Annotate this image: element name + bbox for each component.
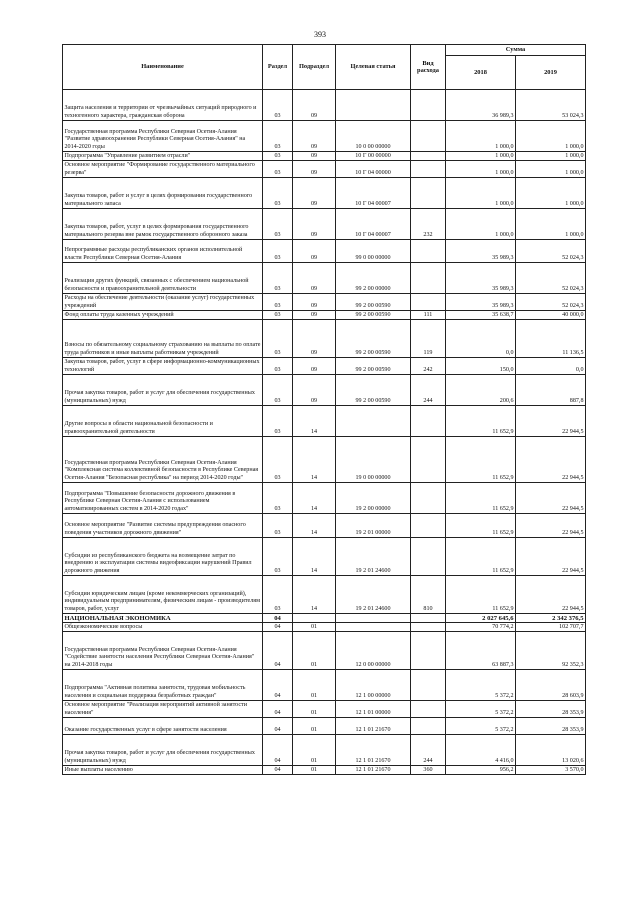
row-name-cell: Взносы по обязательному социальному страхованию на выплаты по оплате труда работников и иные выплаты работникам учреждений xyxy=(63,320,263,358)
row-2019-cell: 22 944,5 xyxy=(516,437,586,483)
row-expense-cell: 232 xyxy=(411,209,446,240)
row-name-cell: Расходы на обеспечение деятельности (оказание услуг) государственных учреждений xyxy=(63,294,263,311)
row-2018-cell: 11 652,9 xyxy=(446,437,516,483)
row-expense-cell xyxy=(411,701,446,718)
row-2018-cell: 5 372,2 xyxy=(446,718,516,735)
row-subsection-cell: 14 xyxy=(293,437,336,483)
row-target-cell: 99 2 00 00590 xyxy=(336,375,411,406)
row-target-cell: 19 2 01 00000 xyxy=(336,514,411,538)
page-number: 393 xyxy=(314,30,326,39)
row-name-cell: Общеэкономические вопросы xyxy=(63,623,263,632)
table-row xyxy=(63,240,586,263)
row-section-cell: 03 xyxy=(263,437,293,483)
row-2018-cell: 63 887,3 xyxy=(446,632,516,670)
row-expense-cell: 360 xyxy=(411,766,446,775)
row-name-cell: НАЦИОНАЛЬНАЯ ЭКОНОМИКА xyxy=(63,614,263,623)
row-target-cell: 99 2 00 00590 xyxy=(336,320,411,358)
row-subsection-cell: 01 xyxy=(293,670,336,701)
row-2019-cell: 1 000,0 xyxy=(516,161,586,178)
row-name-cell: Фонд оплаты труда казенных учреждений xyxy=(63,311,263,320)
row-section-cell: 03 xyxy=(263,320,293,358)
row-target-cell xyxy=(336,614,411,623)
table-row xyxy=(63,614,586,623)
row-section-cell: 03 xyxy=(263,161,293,178)
row-expense-cell xyxy=(411,121,446,152)
row-name-cell: Закупка товаров, работ, услуг в целях формирования государственного материального резерва вне рамок государственного оборонного заказа xyxy=(63,209,263,240)
row-2019-cell: 887,8 xyxy=(516,375,586,406)
row-2018-cell: 35 989,3 xyxy=(446,294,516,311)
row-2019-cell: 22 944,5 xyxy=(516,514,586,538)
row-2018-cell: 11 652,9 xyxy=(446,576,516,614)
row-2019-cell: 22 944,5 xyxy=(516,483,586,514)
row-name-cell: Основное мероприятие "Реализация мероприятий активной занятости населения" xyxy=(63,701,263,718)
row-2019-cell: 28 353,9 xyxy=(516,718,586,735)
row-target-cell: 99 2 00 00590 xyxy=(336,358,411,375)
row-section-cell: 03 xyxy=(263,240,293,263)
table-row xyxy=(63,311,586,320)
row-section-cell: 03 xyxy=(263,178,293,209)
table-row xyxy=(63,538,586,576)
row-subsection-cell: 09 xyxy=(293,240,336,263)
header-target: Целевая статья xyxy=(336,45,411,90)
row-section-cell: 03 xyxy=(263,514,293,538)
row-subsection-cell: 14 xyxy=(293,483,336,514)
row-section-cell: 03 xyxy=(263,90,293,121)
row-2019-cell: 1 000,0 xyxy=(516,178,586,209)
row-2018-cell: 36 989,3 xyxy=(446,90,516,121)
row-subsection-cell: 09 xyxy=(293,294,336,311)
row-expense-cell xyxy=(411,406,446,437)
table-row xyxy=(63,514,586,538)
row-name-cell: Иные выплаты населению xyxy=(63,766,263,775)
row-2018-cell: 2 027 645,6 xyxy=(446,614,516,623)
row-name-cell: Оказание государственных услуг в сфере занятости населения xyxy=(63,718,263,735)
table-row xyxy=(63,178,586,209)
row-section-cell: 04 xyxy=(263,632,293,670)
row-section-cell: 03 xyxy=(263,406,293,437)
row-expense-cell xyxy=(411,538,446,576)
row-expense-cell xyxy=(411,614,446,623)
row-section-cell: 04 xyxy=(263,735,293,766)
row-expense-cell: 119 xyxy=(411,320,446,358)
row-target-cell: 12 1 01 21670 xyxy=(336,766,411,775)
row-section-cell: 03 xyxy=(263,152,293,161)
row-expense-cell xyxy=(411,718,446,735)
row-2018-cell: 4 416,0 xyxy=(446,735,516,766)
row-expense-cell: 242 xyxy=(411,358,446,375)
row-subsection-cell: 14 xyxy=(293,406,336,437)
row-2019-cell: 102 707,7 xyxy=(516,623,586,632)
table-row xyxy=(63,375,586,406)
row-target-cell: 10 Г 00 00000 xyxy=(336,152,411,161)
row-2019-cell: 1 000,0 xyxy=(516,209,586,240)
row-2019-cell: 22 944,5 xyxy=(516,576,586,614)
row-2019-cell: 53 024,3 xyxy=(516,90,586,121)
row-subsection-cell: 09 xyxy=(293,358,336,375)
row-name-cell: Основное мероприятие "Формирование государственного материального резерва" xyxy=(63,161,263,178)
row-2018-cell: 5 372,2 xyxy=(446,670,516,701)
header-sum: Сумма xyxy=(446,45,586,56)
table-row xyxy=(63,406,586,437)
row-2019-cell: 1 000,0 xyxy=(516,121,586,152)
row-subsection-cell: 14 xyxy=(293,514,336,538)
row-target-cell xyxy=(336,90,411,121)
row-target-cell: 10 Г 04 00007 xyxy=(336,178,411,209)
row-expense-cell xyxy=(411,632,446,670)
header-2019: 2019 xyxy=(516,56,586,90)
row-subsection-cell: 01 xyxy=(293,623,336,632)
table-row xyxy=(63,632,586,670)
header-expense: Вид расхода xyxy=(411,45,446,90)
row-expense-cell xyxy=(411,161,446,178)
row-expense-cell: 244 xyxy=(411,735,446,766)
row-name-cell: Закупка товаров, работ, услуг в сфере информационно-коммуникационных технологий xyxy=(63,358,263,375)
row-target-cell xyxy=(336,406,411,437)
row-2018-cell: 1 000,0 xyxy=(446,209,516,240)
row-section-cell: 03 xyxy=(263,121,293,152)
row-section-cell: 03 xyxy=(263,576,293,614)
row-target-cell: 99 2 00 00590 xyxy=(336,311,411,320)
header-subsection: Подраздел xyxy=(293,45,336,90)
row-expense-cell xyxy=(411,623,446,632)
row-2018-cell: 956,2 xyxy=(446,766,516,775)
table-row xyxy=(63,701,586,718)
row-target-cell: 10 Г 04 00007 xyxy=(336,209,411,240)
row-expense-cell xyxy=(411,240,446,263)
row-expense-cell: 244 xyxy=(411,375,446,406)
row-name-cell: Государственная программа Республики Северная Осетия-Алания "Содействие занятости населения Республики Северная Осетия-Алания" на 2014-2018 годы xyxy=(63,632,263,670)
row-name-cell: Прочая закупка товаров, работ и услуг для обеспечения государственных (муниципальных) нужд xyxy=(63,375,263,406)
row-2018-cell: 11 652,9 xyxy=(446,538,516,576)
row-expense-cell xyxy=(411,152,446,161)
row-section-cell: 03 xyxy=(263,294,293,311)
row-2019-cell: 92 352,3 xyxy=(516,632,586,670)
row-2019-cell: 1 000,0 xyxy=(516,152,586,161)
row-expense-cell: 810 xyxy=(411,576,446,614)
row-name-cell: Подпрограмма "Активная политика занятости, трудовая мобильность населения и социальная поддержка безработных граждан" xyxy=(63,670,263,701)
row-expense-cell xyxy=(411,483,446,514)
table-row xyxy=(63,209,586,240)
row-target-cell: 12 1 01 00000 xyxy=(336,701,411,718)
row-2018-cell: 5 372,2 xyxy=(446,701,516,718)
row-expense-cell xyxy=(411,437,446,483)
table-row xyxy=(63,358,586,375)
row-subsection-cell: 09 xyxy=(293,320,336,358)
row-section-cell: 03 xyxy=(263,263,293,294)
row-target-cell: 99 2 00 00000 xyxy=(336,263,411,294)
table-row xyxy=(63,766,586,775)
row-2019-cell: 22 944,5 xyxy=(516,538,586,576)
table-row xyxy=(63,718,586,735)
row-2018-cell: 11 652,9 xyxy=(446,483,516,514)
table-row xyxy=(63,90,586,121)
row-subsection-cell: 01 xyxy=(293,701,336,718)
row-2018-cell: 11 652,9 xyxy=(446,406,516,437)
row-name-cell: Подпрограмма "Повышение безопасности дорожного движения в Республике Северная Осетия-Алания с использованием автоматизированных систем в 2014-2020 годах" xyxy=(63,483,263,514)
row-name-cell: Государственная программа Республики Северная Осетия-Алания "Развитие здравоохранения Республики Северная Осетия-Алания" на 2014-2020 годы xyxy=(63,121,263,152)
row-2018-cell: 70 774,2 xyxy=(446,623,516,632)
row-name-cell: Непрограммные расходы республиканских органов исполнительной власти Республики Северная Осетия-Алания xyxy=(63,240,263,263)
row-target-cell: 19 0 00 00000 xyxy=(336,437,411,483)
table-row xyxy=(63,320,586,358)
row-section-cell: 03 xyxy=(263,483,293,514)
table-body xyxy=(63,90,586,775)
row-section-cell: 04 xyxy=(263,623,293,632)
row-target-cell: 19 2 01 24600 xyxy=(336,576,411,614)
row-target-cell: 99 2 00 00590 xyxy=(336,294,411,311)
row-target-cell: 19 2 01 24600 xyxy=(336,538,411,576)
row-2019-cell: 22 944,5 xyxy=(516,406,586,437)
row-2019-cell: 3 570,0 xyxy=(516,766,586,775)
row-target-cell: 10 Г 04 00000 xyxy=(336,161,411,178)
row-expense-cell xyxy=(411,294,446,311)
row-section-cell: 04 xyxy=(263,614,293,623)
row-target-cell: 12 1 01 21670 xyxy=(336,735,411,766)
row-subsection-cell: 09 xyxy=(293,152,336,161)
header-section: Раздел xyxy=(263,45,293,90)
row-expense-cell xyxy=(411,514,446,538)
row-name-cell: Прочая закупка товаров, работ и услуг для обеспечения государственных (муниципальных) нужд xyxy=(63,735,263,766)
row-subsection-cell: 01 xyxy=(293,766,336,775)
row-subsection-cell: 09 xyxy=(293,90,336,121)
row-2019-cell: 2 342 376,5 xyxy=(516,614,586,623)
row-2018-cell: 200,6 xyxy=(446,375,516,406)
row-target-cell: 10 0 00 00000 xyxy=(336,121,411,152)
header-2018: 2018 xyxy=(446,56,516,90)
row-target-cell: 12 0 00 00000 xyxy=(336,632,411,670)
table-row xyxy=(63,437,586,483)
row-name-cell: Субсидии юридическим лицам (кроме некоммерческих организаций), индивидуальным предпринимателям, физическим лицам - производителям товаров, работ, услуг xyxy=(63,576,263,614)
row-section-cell: 03 xyxy=(263,311,293,320)
row-subsection-cell: 09 xyxy=(293,178,336,209)
row-2018-cell: 35 989,3 xyxy=(446,240,516,263)
row-2018-cell: 0,0 xyxy=(446,320,516,358)
row-expense-cell xyxy=(411,263,446,294)
row-subsection-cell: 09 xyxy=(293,311,336,320)
row-2018-cell: 1 000,0 xyxy=(446,178,516,209)
row-2019-cell: 28 603,9 xyxy=(516,670,586,701)
row-name-cell: Другие вопросы в области национальной безопасности и правоохранительной деятельности xyxy=(63,406,263,437)
row-name-cell: Защита населения и территории от чрезвычайных ситуаций природного и техногенного характера, гражданская оборона xyxy=(63,90,263,121)
row-expense-cell xyxy=(411,670,446,701)
row-subsection-cell: 14 xyxy=(293,576,336,614)
table-row xyxy=(63,161,586,178)
row-name-cell: Подпрограмма "Управление развитием отрасли" xyxy=(63,152,263,161)
row-2018-cell: 1 000,0 xyxy=(446,152,516,161)
row-2019-cell: 0,0 xyxy=(516,358,586,375)
row-2018-cell: 35 638,7 xyxy=(446,311,516,320)
row-section-cell: 03 xyxy=(263,538,293,576)
row-name-cell: Субсидии из республиканского бюджета на возмещение затрат по внедрению и эксплуатации системы видеофиксации нарушений Правил дорожного движения xyxy=(63,538,263,576)
table-row xyxy=(63,670,586,701)
row-2019-cell: 28 353,9 xyxy=(516,701,586,718)
row-subsection-cell: 01 xyxy=(293,735,336,766)
row-subsection-cell: 09 xyxy=(293,161,336,178)
row-subsection-cell: 09 xyxy=(293,121,336,152)
row-name-cell: Закупка товаров, работ и услуг в целях формирования государственного материального запаса xyxy=(63,178,263,209)
row-target-cell: 99 0 00 00000 xyxy=(336,240,411,263)
table-row xyxy=(63,294,586,311)
row-2019-cell: 52 024,3 xyxy=(516,263,586,294)
row-name-cell: Основное мероприятие "Развитие системы предупреждения опасного поведения участников дорожного движения" xyxy=(63,514,263,538)
row-subsection-cell: 01 xyxy=(293,718,336,735)
row-2018-cell: 150,0 xyxy=(446,358,516,375)
row-2019-cell: 52 024,3 xyxy=(516,294,586,311)
row-subsection-cell xyxy=(293,614,336,623)
table-row xyxy=(63,483,586,514)
row-target-cell xyxy=(336,623,411,632)
row-2019-cell: 11 136,5 xyxy=(516,320,586,358)
row-2018-cell: 1 000,0 xyxy=(446,161,516,178)
table-row xyxy=(63,152,586,161)
budget-table xyxy=(62,44,586,775)
row-name-cell: Государственная программа Республики Северная Осетия-Алания "Комплексная система коллективной безопасности в Республике Северная Осетия-Алания "Безопасная республика" на период 2014-2020 годы" xyxy=(63,437,263,483)
row-subsection-cell: 09 xyxy=(293,209,336,240)
row-expense-cell xyxy=(411,178,446,209)
row-subsection-cell: 14 xyxy=(293,538,336,576)
row-2019-cell: 52 024,3 xyxy=(516,240,586,263)
row-section-cell: 03 xyxy=(263,209,293,240)
row-subsection-cell: 09 xyxy=(293,375,336,406)
row-2019-cell: 13 020,6 xyxy=(516,735,586,766)
table-row xyxy=(63,735,586,766)
row-section-cell: 04 xyxy=(263,670,293,701)
row-target-cell: 12 1 01 21670 xyxy=(336,718,411,735)
row-section-cell: 04 xyxy=(263,718,293,735)
row-target-cell: 12 1 00 00000 xyxy=(336,670,411,701)
row-expense-cell xyxy=(411,90,446,121)
row-section-cell: 04 xyxy=(263,766,293,775)
row-subsection-cell: 09 xyxy=(293,263,336,294)
row-section-cell: 03 xyxy=(263,375,293,406)
row-section-cell: 03 xyxy=(263,358,293,375)
row-subsection-cell: 01 xyxy=(293,632,336,670)
header-name: Наименование xyxy=(63,45,263,90)
row-expense-cell: 111 xyxy=(411,311,446,320)
table-row xyxy=(63,623,586,632)
table-row xyxy=(63,121,586,152)
row-2018-cell: 11 652,9 xyxy=(446,514,516,538)
row-section-cell: 04 xyxy=(263,701,293,718)
row-name-cell: Реализация других функций, связанных с обеспечением национальной безопасности и правоохранительной деятельности xyxy=(63,263,263,294)
table-row xyxy=(63,576,586,614)
row-2018-cell: 35 989,3 xyxy=(446,263,516,294)
row-2018-cell: 1 000,0 xyxy=(446,121,516,152)
table-row xyxy=(63,263,586,294)
row-2019-cell: 40 000,0 xyxy=(516,311,586,320)
row-target-cell: 19 2 00 00000 xyxy=(336,483,411,514)
